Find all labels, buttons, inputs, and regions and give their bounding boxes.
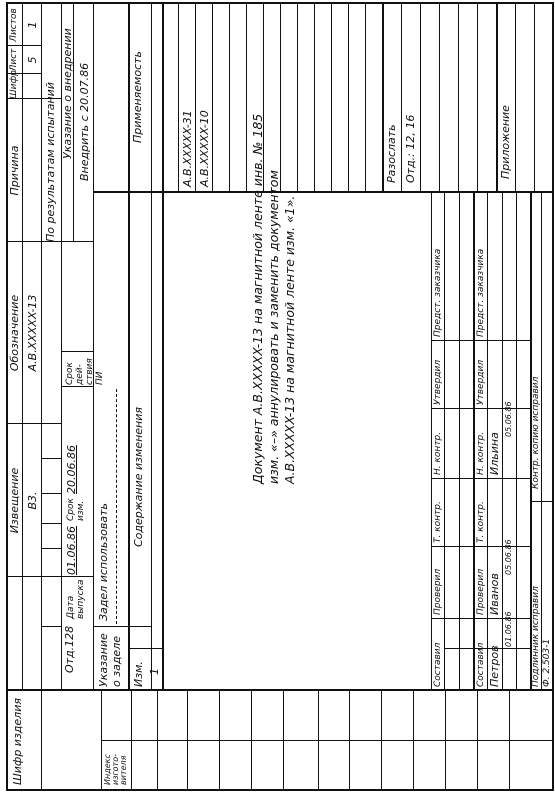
strip-line — [157, 691, 158, 791]
otd-label: Отд.128 — [63, 625, 76, 673]
podlinnik-label: Подлинник исправил — [531, 586, 541, 687]
strip-line — [381, 691, 382, 791]
col-line — [41, 548, 61, 549]
razoslat-line — [458, 4, 459, 193]
strip-line — [41, 691, 42, 791]
sign-sostavil-name: Петров — [488, 645, 501, 687]
kontr-kopiyu-label: Контр. копию исправил — [531, 376, 541, 489]
pred-zakazchika-label-1: Предст. заказчика — [433, 248, 443, 337]
zadel-line — [116, 389, 117, 624]
ukazanie-zadel-label: Указание о заделе — [97, 633, 123, 687]
frame-top — [6, 2, 8, 791]
proveril-label-1: Проверил — [433, 568, 443, 615]
prilozhenie-line — [515, 4, 516, 193]
date-proveril: 05.06.86 — [504, 539, 513, 575]
proveril-label-2: Проверил — [476, 568, 486, 615]
list-value: 5 — [26, 56, 39, 64]
strip-col — [101, 740, 552, 741]
primen-line — [246, 4, 247, 193]
srok-deistviya-label: Срок дей- ствия ПИ — [65, 358, 105, 385]
ukazanie-vnedrenii-label: Указание о внедрении — [61, 28, 74, 159]
sostavil-label-1: Составил — [433, 642, 443, 687]
prilozhenie-line — [496, 4, 498, 193]
oboznachenie-value: А.В.XXXXX-13 — [26, 294, 39, 372]
otd-distribution-value: Отд.: 12, 16 — [404, 114, 417, 183]
sign-line — [459, 193, 460, 691]
strip-line — [219, 691, 220, 791]
body-line-1: Документ А.В.XXXXX-13 на магнитной ленте инв. № 185 — [250, 113, 265, 484]
razoslat-label: Разослать — [385, 124, 398, 183]
header-line — [22, 4, 23, 691]
utverdil-label-2: Утвердил — [476, 359, 486, 405]
sign-n-kontr-name: Ильина — [488, 432, 501, 475]
sign-col — [444, 648, 530, 649]
primen-line — [212, 4, 213, 193]
srok-izm-value: 20.06.86 — [65, 445, 78, 494]
strip-line — [101, 691, 102, 791]
utverdil-label-1: Утвердил — [433, 359, 443, 405]
col-line — [41, 493, 61, 494]
sign-col — [431, 478, 530, 479]
col-line — [61, 386, 93, 387]
primen-line — [280, 4, 281, 193]
sign-line — [502, 193, 503, 691]
primen-line — [331, 4, 332, 193]
list-label: Лист — [9, 48, 19, 72]
content-right-divider — [93, 191, 552, 193]
primen-line — [314, 4, 315, 193]
strip-line — [251, 691, 252, 791]
strip-line — [445, 691, 446, 791]
primen-line — [297, 4, 298, 193]
primen-line — [178, 4, 179, 193]
content-header-line — [151, 4, 152, 691]
header-line — [41, 4, 42, 691]
content-header-line-bold — [162, 4, 164, 691]
col-line — [128, 648, 162, 649]
strip-line — [413, 691, 414, 791]
sign-line — [444, 193, 445, 691]
razoslat-line — [382, 4, 384, 193]
primen-item-1: А.В.XXXXX-31 — [181, 110, 194, 187]
razoslat-line — [420, 4, 421, 193]
oboznachenie-label: Обозначение — [8, 294, 21, 372]
primen-line — [195, 4, 196, 193]
primen-line — [365, 4, 366, 193]
soderzhanie-label: Содержание изменения — [132, 406, 145, 547]
data-vypuska-value: 01.06.86 — [65, 526, 78, 575]
sostavil-label-2: Составил — [476, 642, 486, 687]
sign-col — [431, 340, 530, 341]
izm-value: 1 — [148, 668, 161, 675]
prilozhenie-line — [534, 4, 535, 193]
pred-zakazchika-label-2: Предст. заказчика — [476, 248, 486, 337]
shifr-label: Шифр — [9, 70, 19, 99]
strip-line — [477, 691, 478, 791]
header-line — [93, 4, 94, 691]
body-line-2: изм. «–» аннулировать и заменить документом — [266, 170, 281, 484]
izveshchenie-label: Извещение — [8, 467, 21, 534]
date-n-kontr: 05.06.86 — [504, 401, 513, 437]
primen-line — [229, 4, 230, 193]
sign-line — [541, 193, 542, 691]
primen-line — [348, 4, 349, 193]
sign-line-bold — [473, 193, 475, 691]
date-sostavil: 01.06.86 — [504, 611, 513, 647]
sign-col — [431, 618, 530, 619]
strip-line — [283, 691, 284, 791]
listov-value: 1 — [26, 21, 39, 29]
zadel-value: Задел использовать — [97, 502, 110, 621]
col-line — [41, 523, 61, 524]
sign-line — [431, 193, 432, 691]
shifr-izdeliya-label: Шифр изделия — [11, 698, 24, 785]
header-line-bold — [128, 4, 130, 691]
primenyaemost-label: Применяемость — [131, 50, 144, 143]
primen-item-2: А.В.XXXXX-10 — [198, 110, 211, 187]
index-izgotovitelya-label: Индекс изгото- вителя — [103, 754, 128, 785]
prichina-value: По результатам испытаний — [44, 82, 57, 242]
strip-line — [349, 691, 350, 791]
n-kontr-label-2: Н. контр. — [476, 431, 486, 475]
left-strip-divider — [6, 689, 554, 691]
t-kontr-label-1: Т. контр. — [433, 501, 443, 543]
data-vypuska-label: Дата выпуска — [66, 579, 86, 619]
col-line — [41, 458, 61, 459]
col-line — [41, 626, 61, 627]
razoslat-line — [439, 4, 440, 193]
razoslat-line — [401, 4, 402, 193]
strip-line — [509, 691, 510, 791]
n-kontr-label-1: Н. контр. — [433, 431, 443, 475]
body-line-3: А.В.XXXXX-13 на магнитной ленте изм. «1». — [282, 195, 297, 484]
prilozhenie-label: Приложение — [499, 105, 512, 179]
prichina-label: Причина — [8, 145, 21, 196]
sign-col — [431, 546, 530, 547]
izveshchenie-value: В3. — [26, 491, 39, 510]
sign-col — [431, 408, 530, 409]
izm-label: Изм. — [132, 661, 145, 687]
vnedrit-value: Внедрить с 20.07.86 — [78, 62, 91, 181]
sign-col — [530, 501, 552, 502]
sign-line — [516, 193, 517, 691]
strip-line — [318, 691, 319, 791]
strip-line — [187, 691, 188, 791]
col-line — [93, 626, 151, 627]
sign-proveril-name: Иванов — [488, 573, 501, 615]
col-line — [61, 351, 93, 352]
strip-line — [131, 691, 132, 791]
frame-left — [6, 789, 554, 791]
srok-izm-label: Срок изм. — [66, 498, 86, 521]
frame-bottom — [552, 2, 554, 791]
listov-label: Листов — [9, 8, 19, 42]
t-kontr-label-2: Т. контр. — [476, 501, 486, 543]
form-number: Ф. 2.503-1 — [542, 638, 552, 687]
razoslat-line — [477, 4, 478, 193]
